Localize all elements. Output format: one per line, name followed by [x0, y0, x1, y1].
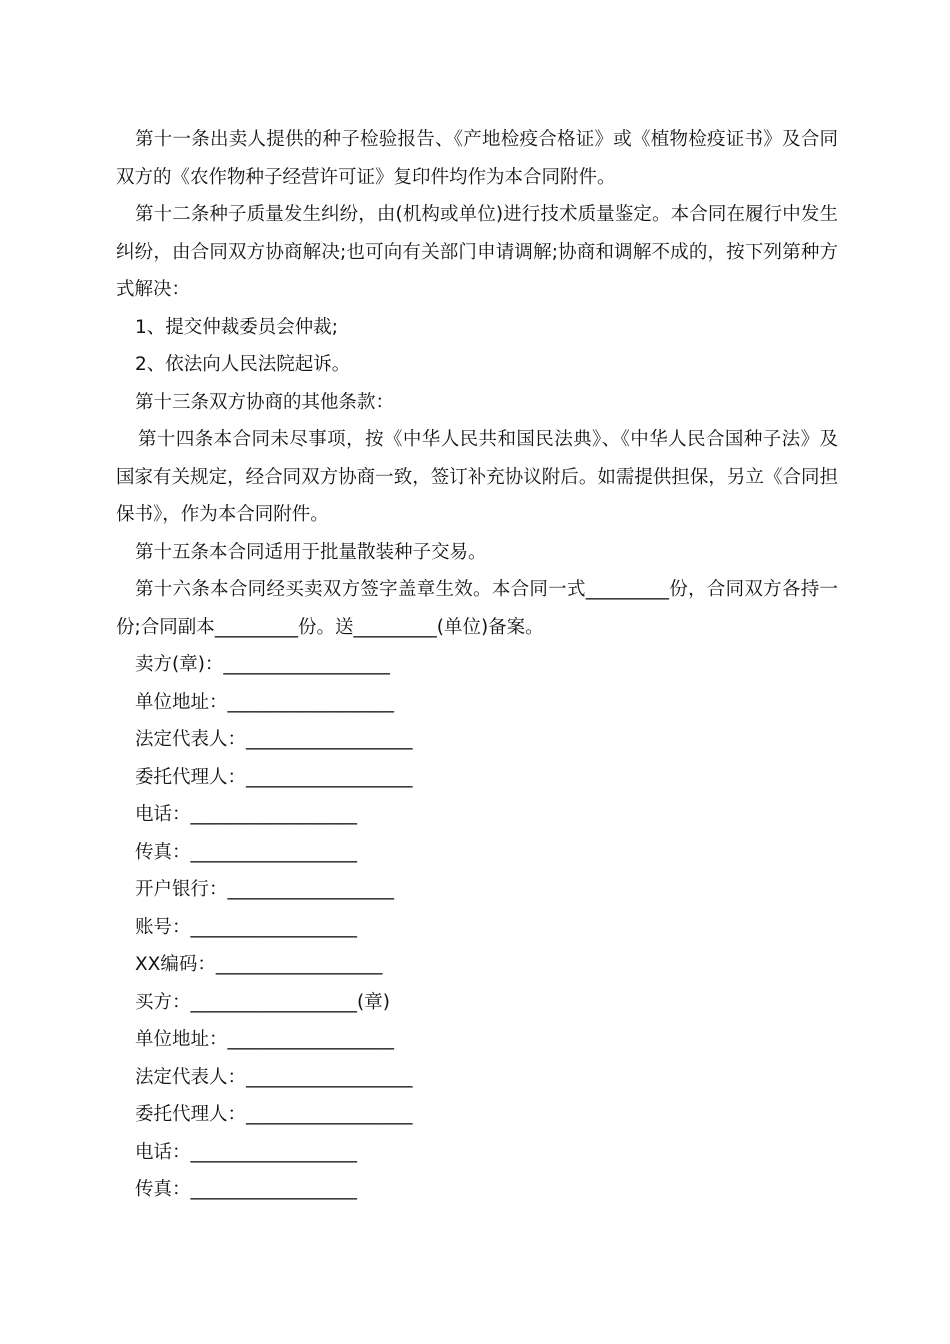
seller-account-field: 账号：__________________	[135, 916, 358, 938]
seller-address-field: 单位地址：__________________	[135, 691, 395, 713]
resolution-option-2: 2、依法向人民法院起诉。	[135, 354, 351, 375]
seller-signature-block	[116, 646, 838, 984]
clause-12: 第十二条种子质量发生纠纷，由(机构或单位)进行技术质量鉴定。本合同在履行中发生纠纷，由合同双方协商解决;也可向有关部门申请调解;协商和调解不成的，按下列第种方式解决：	[116, 204, 838, 300]
buyer-signature-block	[116, 984, 838, 1209]
buyer-phone-field: 电话：__________________	[135, 1141, 358, 1163]
buyer-name-field: 买方：__________________(章)	[135, 991, 390, 1013]
seller-legal-rep-field: 法定代表人：__________________	[135, 729, 413, 750]
buyer-agent-field: 委托代理人：__________________	[135, 1104, 413, 1125]
seller-code-field: XX编码：__________________	[135, 954, 383, 975]
seller-name-field: 卖方(章)：__________________	[135, 654, 390, 675]
clause-16: 第十六条本合同经买卖双方签字盖章生效。本合同一式_________份，合同双方各持一份;合同副本_________份。送_________(单位)备案。	[116, 579, 838, 638]
buyer-address-field: 单位地址：__________________	[135, 1029, 395, 1050]
clause-11: 第十一条出卖人提供的种子检验报告、《产地检疫合格证》或《植物检疫证书》及合同双方的《农作物种子经营许可证》复印件均作为本合同附件。	[116, 129, 838, 188]
buyer-fax-field: 传真：__________________	[135, 1179, 358, 1200]
seller-phone-field: 电话：__________________	[135, 804, 358, 825]
contract-body	[116, 121, 838, 1209]
resolution-option-1: 1、提交仲裁委员会仲裁;	[135, 316, 339, 338]
seller-agent-field: 委托代理人：__________________	[135, 766, 413, 788]
clause-15: 第十五条本合同适用于批量散装种子交易。	[135, 541, 487, 563]
seller-fax-field: 传真：__________________	[135, 841, 358, 863]
buyer-legal-rep-field: 法定代表人：__________________	[135, 1066, 413, 1088]
clause-14: 第十四条本合同未尽事项，按《中华人民共和国民法典》、《中华人民合国种子法》及国家有关规定，经合同双方协商一致，签订补充协议附后。如需提供担保，另立《合同担保书》，作为本合同附件。	[116, 429, 838, 525]
clause-13: 第十三条双方协商的其他条款：	[135, 391, 395, 413]
seller-bank-field: 开户银行：__________________	[135, 879, 395, 900]
